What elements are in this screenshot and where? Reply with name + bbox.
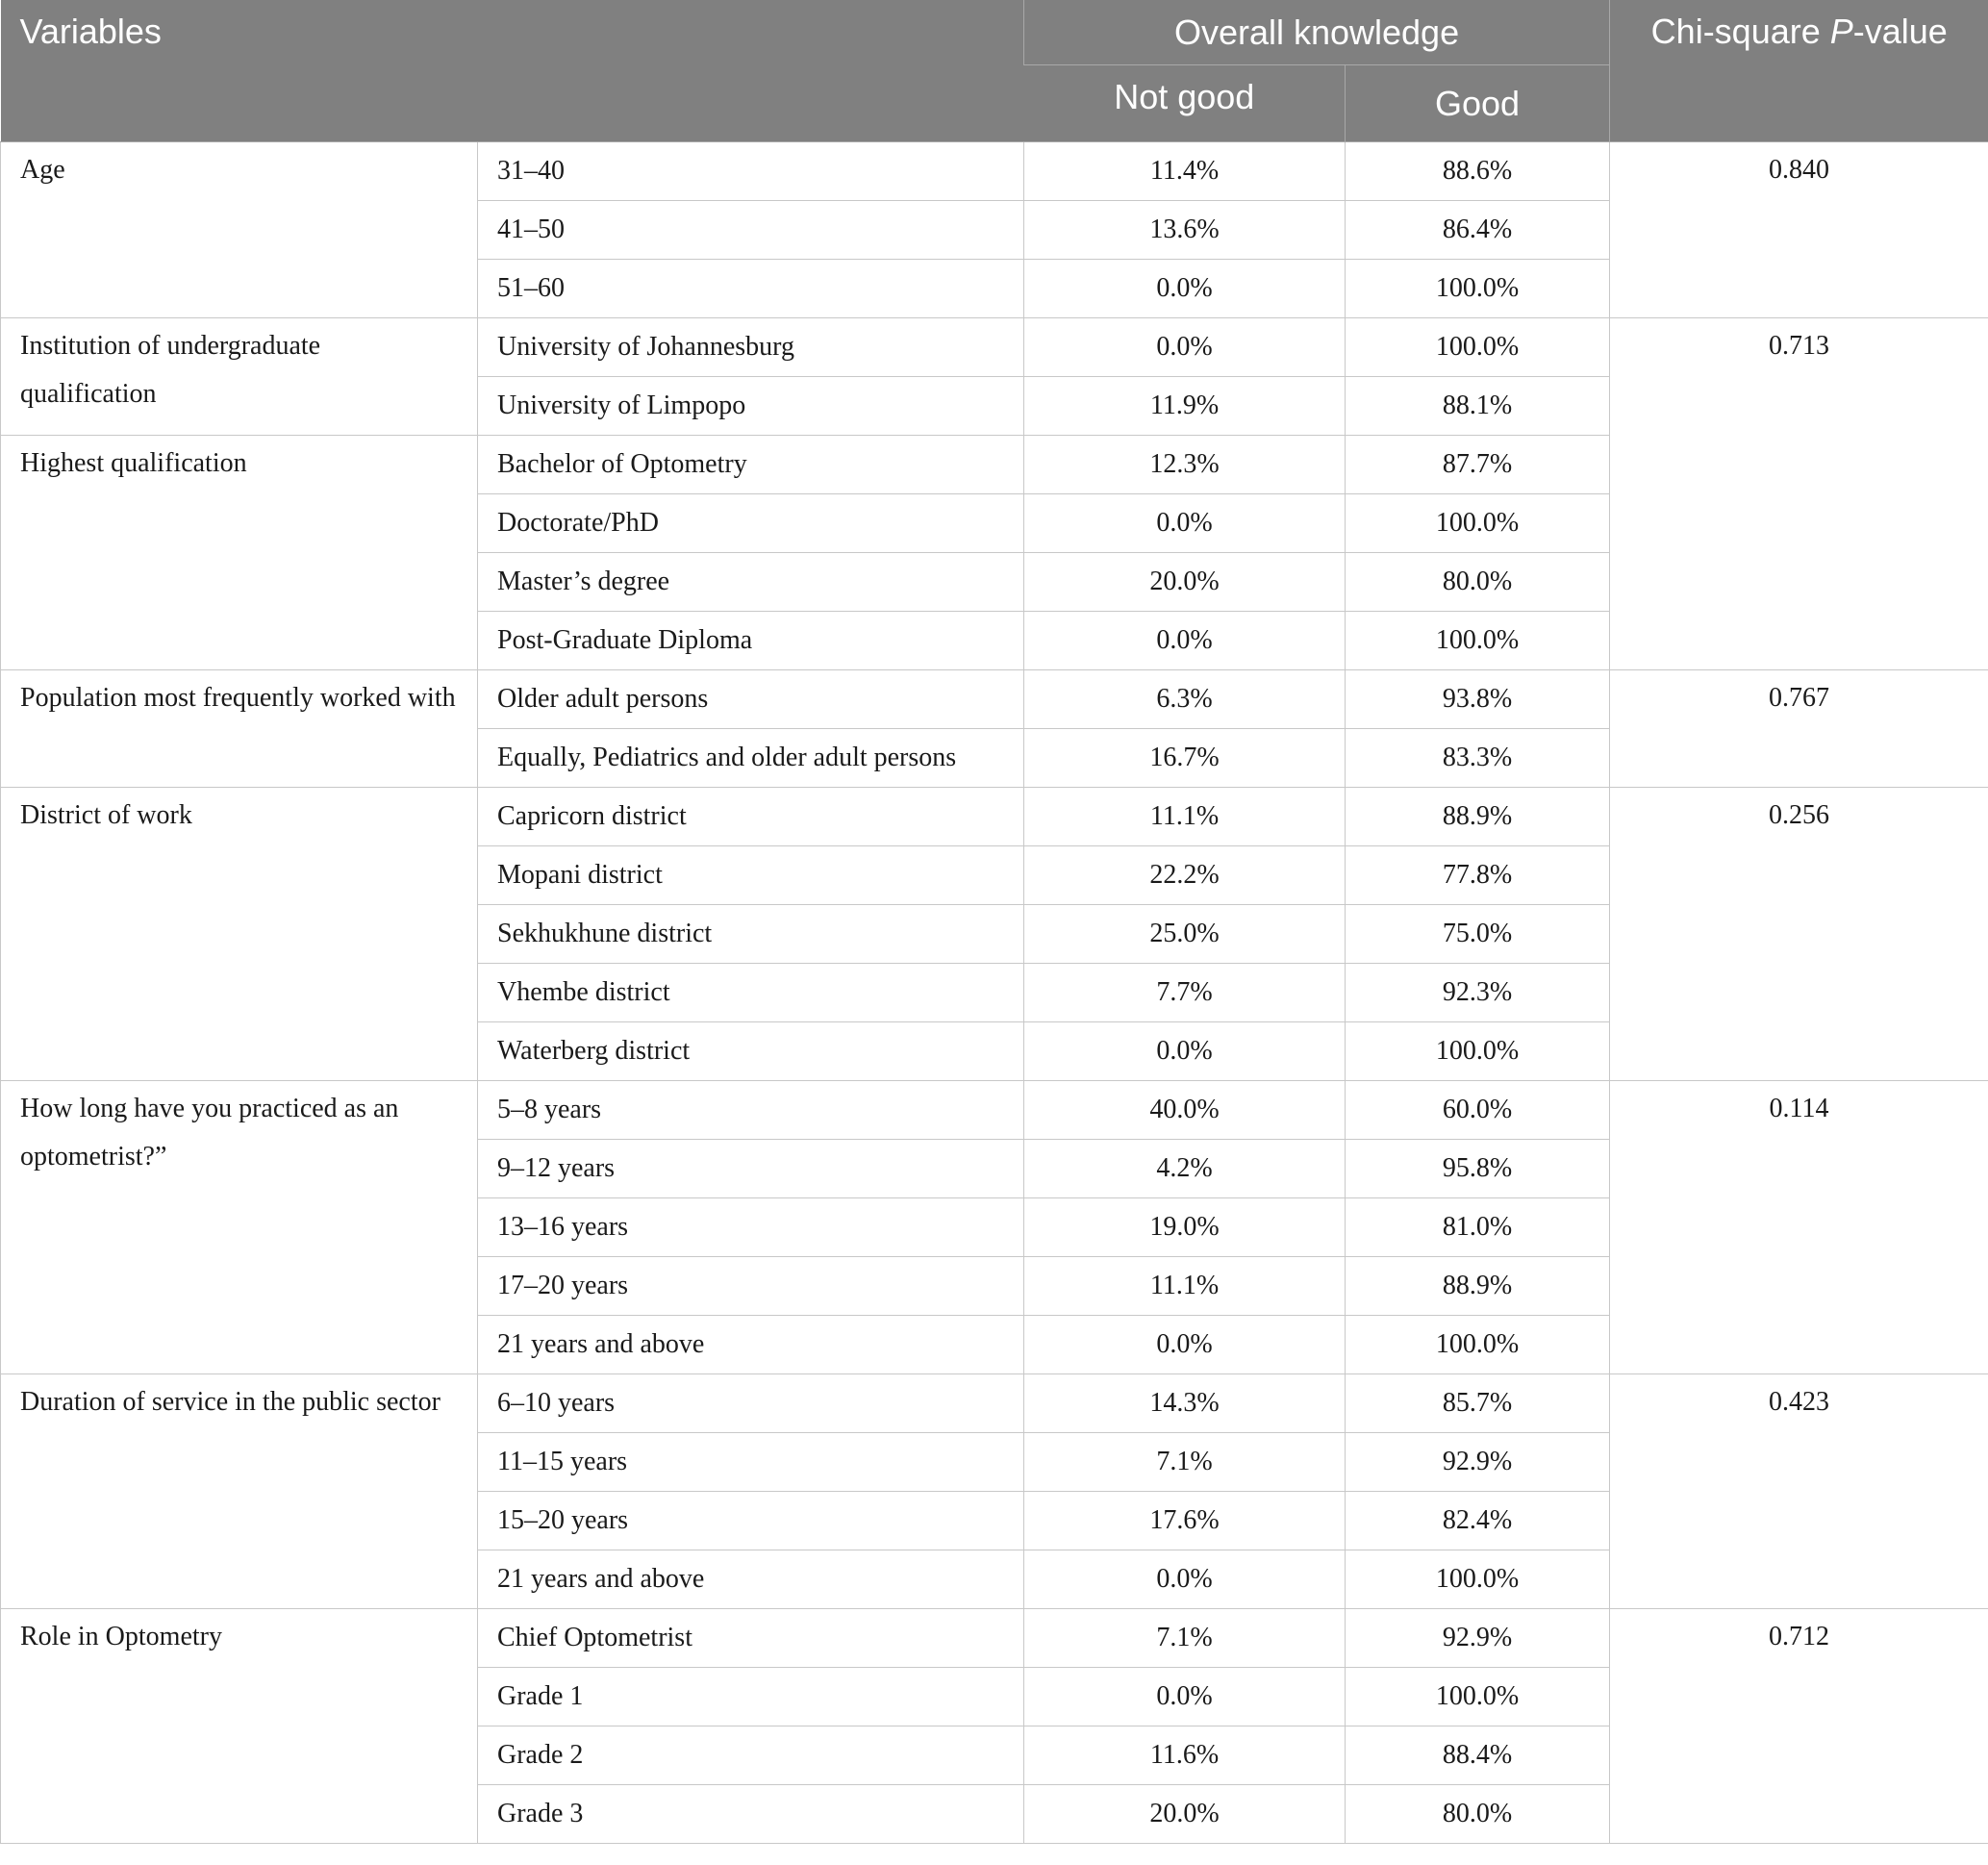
header-variables: Variables — [1, 0, 1024, 142]
table-row — [1, 142, 1988, 201]
not-good-cell: 0.0% — [1024, 1316, 1346, 1374]
good-cell: 85.7% — [1346, 1374, 1610, 1433]
category-cell: Doctorate/PhD — [478, 494, 1024, 553]
good-cell: 77.8% — [1346, 846, 1610, 905]
good-cell: 88.6% — [1346, 142, 1610, 201]
not-good-cell: 20.0% — [1024, 553, 1346, 612]
good-cell: 80.0% — [1346, 1785, 1610, 1844]
p-value-cell: 0.767 — [1610, 670, 1988, 788]
variable-label: Role in Optometry — [1, 1609, 478, 1844]
not-good-cell: 6.3% — [1024, 670, 1346, 729]
p-value-cell: 0.712 — [1610, 1609, 1988, 1844]
good-cell: 82.4% — [1346, 1492, 1610, 1550]
category-cell: 11–15 years — [478, 1433, 1024, 1492]
header-p-value-suffix: -value — [1852, 12, 1948, 51]
category-cell: Chief Optometrist — [478, 1609, 1024, 1668]
category-cell: Capricorn district — [478, 788, 1024, 846]
not-good-cell: 22.2% — [1024, 846, 1346, 905]
not-good-cell: 7.1% — [1024, 1609, 1346, 1668]
good-cell: 92.9% — [1346, 1609, 1610, 1668]
p-value-cell: 0.114 — [1610, 1081, 1988, 1374]
good-cell: 100.0% — [1346, 318, 1610, 377]
table-row — [1, 1081, 1988, 1140]
category-cell: Bachelor of Optometry — [478, 436, 1024, 494]
not-good-cell: 16.7% — [1024, 729, 1346, 788]
category-cell: 41–50 — [478, 201, 1024, 260]
not-good-cell: 25.0% — [1024, 905, 1346, 964]
good-cell: 100.0% — [1346, 1316, 1610, 1374]
category-cell: Post-Graduate Diploma — [478, 612, 1024, 670]
not-good-cell: 11.9% — [1024, 377, 1346, 436]
not-good-cell: 0.0% — [1024, 612, 1346, 670]
p-value-cell: 0.256 — [1610, 788, 1988, 1081]
header-p-value-prefix: Chi-square — [1650, 12, 1830, 51]
variable-label: Highest qualification — [1, 436, 478, 670]
good-cell: 100.0% — [1346, 1550, 1610, 1609]
category-cell: 31–40 — [478, 142, 1024, 201]
category-cell: 9–12 years — [478, 1140, 1024, 1198]
not-good-cell: 12.3% — [1024, 436, 1346, 494]
good-cell: 60.0% — [1346, 1081, 1610, 1140]
variable-label: Age — [1, 142, 478, 318]
category-cell: 13–16 years — [478, 1198, 1024, 1257]
good-cell: 92.9% — [1346, 1433, 1610, 1492]
not-good-cell: 0.0% — [1024, 318, 1346, 377]
category-cell: Waterberg district — [478, 1022, 1024, 1081]
header-good: Good — [1346, 65, 1610, 142]
table-row — [1, 318, 1988, 377]
category-cell: Grade 1 — [478, 1668, 1024, 1726]
good-cell: 81.0% — [1346, 1198, 1610, 1257]
header-not-good: Not good — [1024, 65, 1346, 142]
category-cell: 21 years and above — [478, 1550, 1024, 1609]
not-good-cell: 0.0% — [1024, 260, 1346, 318]
not-good-cell: 7.7% — [1024, 964, 1346, 1022]
good-cell: 100.0% — [1346, 494, 1610, 553]
category-cell: Mopani district — [478, 846, 1024, 905]
category-cell: Grade 2 — [478, 1726, 1024, 1785]
category-cell: University of Johannesburg — [478, 318, 1024, 377]
variable-label: Duration of service in the public sector — [1, 1374, 478, 1609]
category-cell: Vhembe district — [478, 964, 1024, 1022]
not-good-cell: 11.1% — [1024, 788, 1346, 846]
table-row — [1, 788, 1988, 846]
p-value-cell: 0.423 — [1610, 1374, 1988, 1609]
header-overall-knowledge: Overall knowledge — [1024, 0, 1610, 65]
good-cell: 88.1% — [1346, 377, 1610, 436]
table-row — [1, 1374, 1988, 1433]
category-cell: University of Limpopo — [478, 377, 1024, 436]
good-cell: 100.0% — [1346, 612, 1610, 670]
variable-label: Institution of undergraduate qualification — [1, 318, 478, 436]
good-cell: 100.0% — [1346, 1022, 1610, 1081]
not-good-cell: 0.0% — [1024, 494, 1346, 553]
category-cell: 5–8 years — [478, 1081, 1024, 1140]
good-cell: 87.7% — [1346, 436, 1610, 494]
table-header — [1, 0, 1988, 142]
not-good-cell: 14.3% — [1024, 1374, 1346, 1433]
good-cell: 95.8% — [1346, 1140, 1610, 1198]
header-p-value — [1610, 0, 1988, 142]
variable-label: How long have you practiced as an optometrist?” — [1, 1081, 478, 1374]
good-cell: 100.0% — [1346, 1668, 1610, 1726]
not-good-cell: 7.1% — [1024, 1433, 1346, 1492]
p-value-cell: 0.713 — [1610, 318, 1988, 670]
category-cell: Sekhukhune district — [478, 905, 1024, 964]
good-cell: 92.3% — [1346, 964, 1610, 1022]
not-good-cell: 20.0% — [1024, 1785, 1346, 1844]
good-cell: 86.4% — [1346, 201, 1610, 260]
not-good-cell: 4.2% — [1024, 1140, 1346, 1198]
not-good-cell: 40.0% — [1024, 1081, 1346, 1140]
category-cell: 21 years and above — [478, 1316, 1024, 1374]
not-good-cell: 11.4% — [1024, 142, 1346, 201]
good-cell: 88.9% — [1346, 1257, 1610, 1316]
category-cell: Master’s degree — [478, 553, 1024, 612]
good-cell: 88.9% — [1346, 788, 1610, 846]
good-cell: 88.4% — [1346, 1726, 1610, 1785]
category-cell: 6–10 years — [478, 1374, 1024, 1433]
not-good-cell: 13.6% — [1024, 201, 1346, 260]
category-cell: Equally, Pediatrics and older adult persons — [478, 729, 1024, 788]
variable-label: Population most frequently worked with — [1, 670, 478, 788]
not-good-cell: 0.0% — [1024, 1550, 1346, 1609]
not-good-cell: 11.1% — [1024, 1257, 1346, 1316]
not-good-cell: 0.0% — [1024, 1668, 1346, 1726]
not-good-cell: 17.6% — [1024, 1492, 1346, 1550]
category-cell: 51–60 — [478, 260, 1024, 318]
header-p-value-italic: P — [1829, 12, 1853, 51]
not-good-cell: 11.6% — [1024, 1726, 1346, 1785]
good-cell: 93.8% — [1346, 670, 1610, 729]
not-good-cell: 19.0% — [1024, 1198, 1346, 1257]
category-cell: Older adult persons — [478, 670, 1024, 729]
table-body — [1, 142, 1988, 1844]
table-row — [1, 1609, 1988, 1668]
category-cell: 17–20 years — [478, 1257, 1024, 1316]
table-row — [1, 670, 1988, 729]
category-cell: 15–20 years — [478, 1492, 1024, 1550]
variable-label: District of work — [1, 788, 478, 1081]
good-cell: 83.3% — [1346, 729, 1610, 788]
good-cell: 100.0% — [1346, 260, 1610, 318]
category-cell: Grade 3 — [478, 1785, 1024, 1844]
good-cell: 75.0% — [1346, 905, 1610, 964]
good-cell: 80.0% — [1346, 553, 1610, 612]
p-value-cell: 0.840 — [1610, 142, 1988, 318]
not-good-cell: 0.0% — [1024, 1022, 1346, 1081]
